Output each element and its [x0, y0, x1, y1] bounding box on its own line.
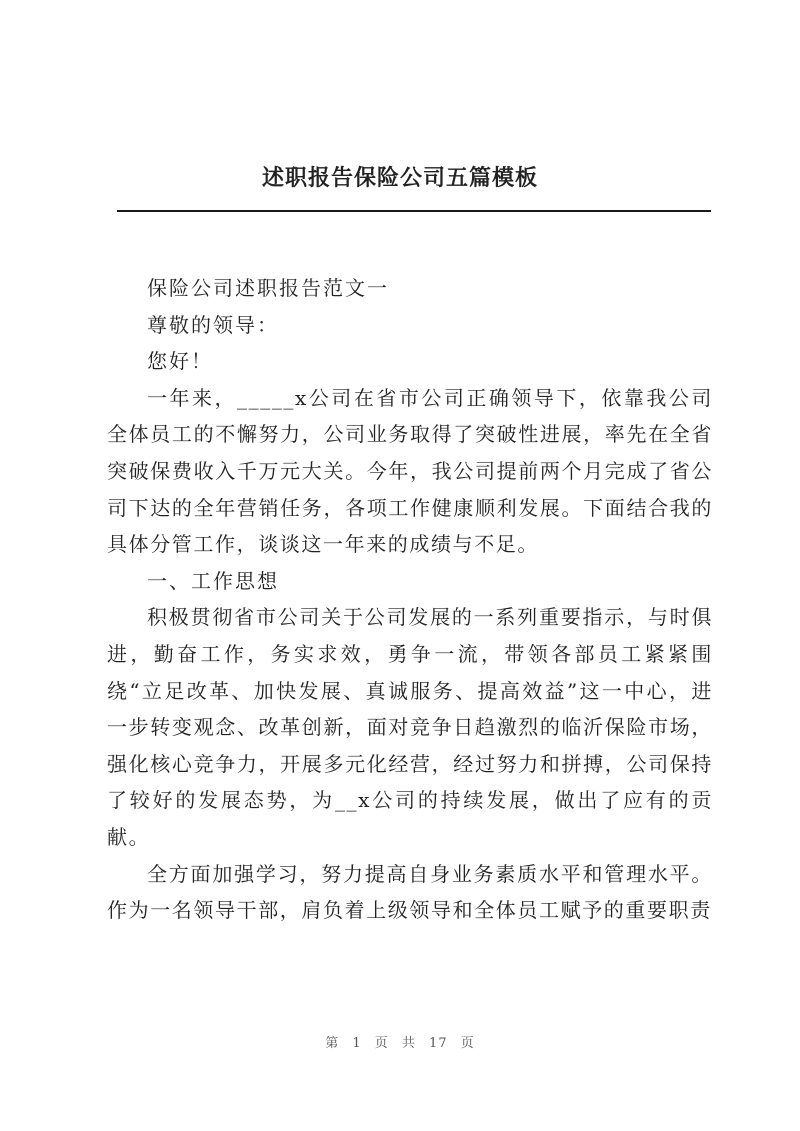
title-divider — [117, 210, 711, 212]
greeting: 您好！ — [147, 349, 213, 374]
subsection-heading: 一、工作思想 — [147, 568, 279, 593]
page-number: 第 1 页 共 17 页 — [325, 1036, 475, 1051]
salutation: 尊敬的领导： — [147, 312, 279, 337]
section-heading: 保险公司述职报告范文一 — [147, 276, 389, 300]
paragraph-study: 全方面加强学习，努力提高自身业务素质水平和管理水平。作为一名领导干部，肩负着上级领导和全体员工赋予的重要职责 — [107, 861, 713, 923]
paragraph-work-thought: 积极贯彻省市公司关于公司发展的一系列重要指示，与时俱进，勤奋工作，务实求效，勇争一流，带领各部员工紧紧围绕“立足改革、加快发展、真诚服务、提高效益”这一中心，进一步转变观念、改革创新，面对竞争日趋激烈的临沂保险市场，强化核心竞争力，开展多元化经营，经过努力和拼搏，公司保持了较好的发展态势，为__x公司的持续发展，做出了应有的贡献。 — [107, 605, 713, 849]
document-body — [107, 270, 713, 929]
document-title: 述职报告保险公司五篇模板 — [261, 165, 538, 191]
paragraph-intro: 一年来，_____x公司在省市公司正确领导下，依靠我公司全体员工的不懈努力，公司业务取得了突破性进展，率先在全省突破保费收入千万元大关。今年，我公司提前两个月完成了省公司下达的全年营销任务，各项工作健康顺利发展。下面结合我的具体分管工作，谈谈这一年来的成绩与不足。 — [107, 385, 713, 557]
